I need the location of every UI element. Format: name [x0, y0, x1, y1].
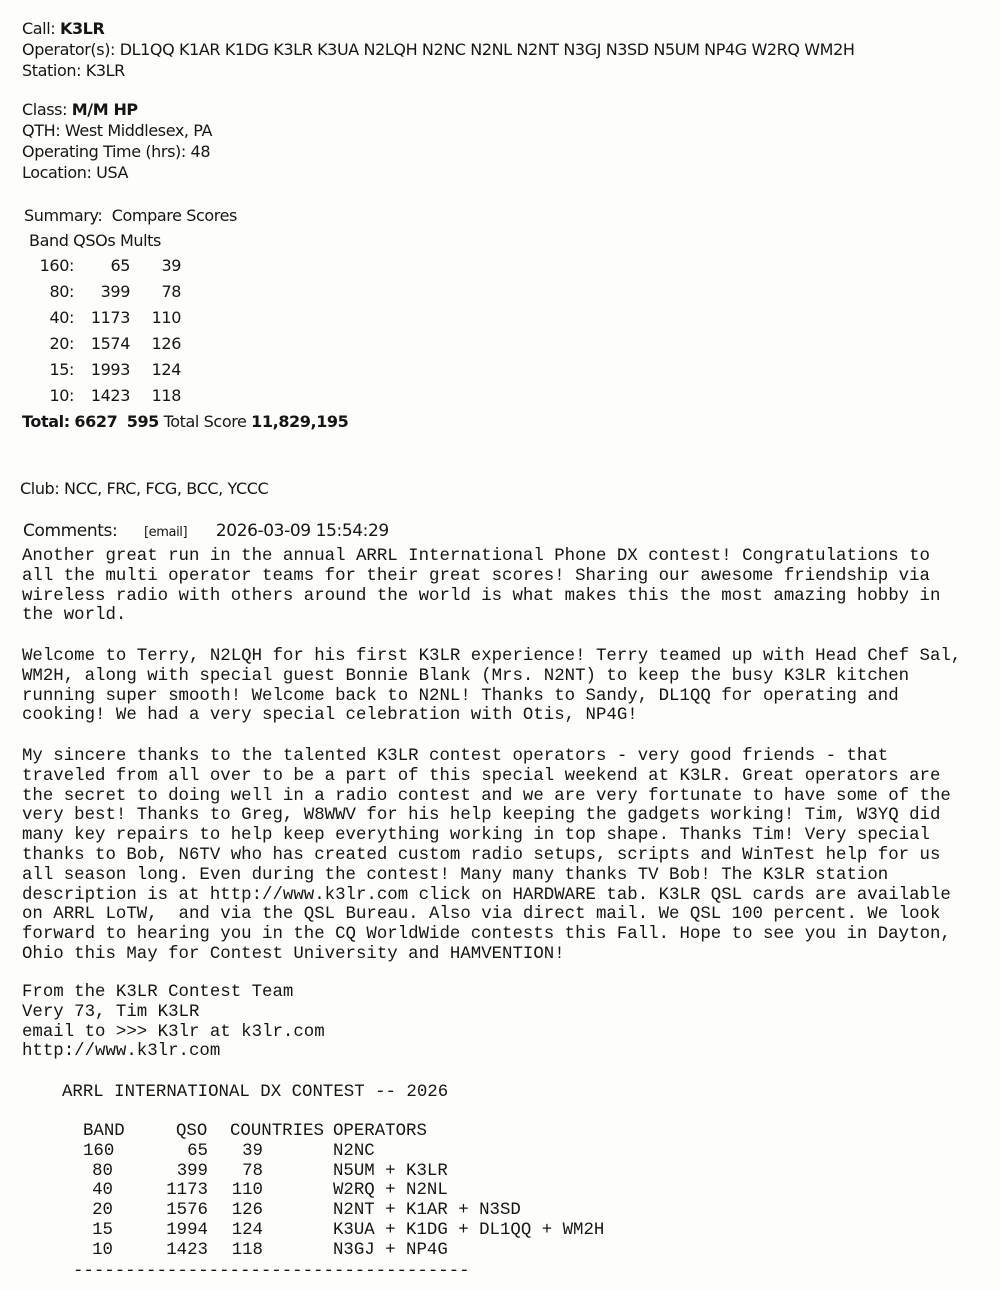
summary-row — [24, 331, 348, 357]
cell-operators: N3GJ + NP4G — [333, 1240, 448, 1260]
cell-operators: N2NT + K1AR + N3SD — [333, 1201, 521, 1221]
contest-table-rows — [83, 1142, 683, 1261]
cell-operators: K3UA + K1DG + DL1QQ + WM2H — [333, 1220, 605, 1240]
compare-scores-link[interactable]: Compare Scores — [111, 206, 237, 225]
cell-operators: N2NC — [333, 1141, 375, 1161]
summary-qsos: 65 — [110, 256, 130, 275]
summary-band: 10: — [49, 386, 74, 405]
cell-countries: 124 — [231, 1220, 263, 1240]
comments-heading: Comments: [email] 2026-03-09 15:54:29 — [23, 521, 389, 541]
station-info — [22, 18, 854, 81]
summary-row — [24, 305, 348, 331]
class-info — [22, 99, 212, 183]
cell-qso: 1173 — [166, 1181, 208, 1201]
table-row — [83, 1201, 683, 1221]
cell-qso: 1576 — [166, 1201, 208, 1221]
summary-qsos: 1993 — [90, 360, 130, 379]
time-line: Operating Time (hrs): 48 — [22, 142, 211, 161]
cell-band: 20 — [92, 1201, 113, 1221]
cell-qso: 1994 — [166, 1220, 208, 1240]
email-link[interactable]: [email] — [143, 525, 188, 540]
operators-line: Operator(s): DL1QQ K1AR K1DG K3LR K3UA N2LQH N2NC N2NL N2NT N3GJ N3SD N5UM NP4G W2RQ WM2H — [22, 40, 855, 59]
table-row — [83, 1221, 683, 1241]
summary-section — [24, 205, 348, 435]
summary-band: 20: — [49, 334, 74, 353]
operators-value: DL1QQ K1AR K1DG K3LR K3UA N2LQH N2NC N2NL N2NT N3GJ N3SD N5UM NP4G W2RQ WM2H — [119, 40, 855, 59]
summary-qsos: 1423 — [90, 386, 130, 405]
summary-heading: Summary: Compare Scores — [24, 206, 237, 225]
contest-table-title: ARRL INTERNATIONAL DX CONTEST -- 2026 — [62, 1083, 449, 1102]
summary-total: Total: 6627 595 Total Score 11,829,195 — [22, 412, 349, 431]
cell-countries: 110 — [231, 1181, 263, 1201]
summary-band: 160: — [39, 256, 74, 275]
table-row — [83, 1181, 683, 1201]
cell-operators: N5UM + K3LR — [333, 1161, 448, 1181]
summary-mults: 39 — [161, 256, 181, 275]
call-line: Call: K3LR — [22, 19, 105, 38]
summary-mults: 126 — [151, 334, 181, 353]
contest-table-header: BAND QSO COUNTRIES OPERATORS — [83, 1122, 427, 1141]
station-line: Station: K3LR — [22, 61, 125, 80]
cell-band: 15 — [92, 1220, 113, 1240]
summary-row — [24, 279, 348, 305]
qth-line: QTH: West Middlesex, PA — [22, 121, 213, 140]
cell-countries: 39 — [242, 1141, 263, 1161]
summary-band: 40: — [49, 308, 74, 327]
comment-paragraph-3: My sincere thanks to the talented K3LR contest operators - very good friends - that traveled from all over to be a part of this special weekend at K3LR. Great operators are the secret to doing well in a radio contest and we are very fortunate to have some of the very best! Thanks to Greg, W8WWV for his help keeping the gadgets working! Tim, W3YQ did many key repairs to help keep everything working in top shape. Thanks Tim! Very special thanks to Bob, N6TV who has created custom radio setups, scripts and WinTest help for us all season long. Even during the contest! Many many thanks TV Bob! The K3LR station description is at http://www.k3lr.com click on HARDWARE tab. K3LR QSL cards are available on ARRL LoTW, and via the QSL Bureau. Also via direct mail. We QSL 100 percent. We look forward to hearing you in the CQ WorldWide contests this Fall. Hope to see you in Dayton, Ohio this May for Contest University and HAMVENTION! — [22, 747, 951, 964]
summary-row — [24, 383, 348, 409]
cell-operators: W2RQ + N2NL — [333, 1181, 448, 1201]
cell-qso: 65 — [187, 1141, 208, 1161]
table-row — [83, 1162, 683, 1182]
summary-band: 80: — [49, 282, 74, 301]
cell-qso: 399 — [176, 1161, 208, 1181]
summary-mults: 110 — [151, 308, 181, 327]
location-line: Location: USA — [22, 163, 129, 182]
comment-paragraph-1: Another great run in the annual ARRL International Phone DX contest! Congratulations to all the multi operator teams for their great scores! Sharing our awesome friendship via wireless radio with others around the world is what makes this the most amazing hobby in the world. — [22, 547, 941, 626]
summary-qsos: 1173 — [90, 308, 130, 327]
summary-row — [24, 253, 348, 279]
contest-table — [83, 1122, 683, 1261]
summary-header: Band QSOs Mults — [29, 231, 161, 250]
summary-band: 15: — [49, 360, 74, 379]
dashed-rule: -------------------------------------- — [73, 1262, 470, 1281]
call-value: K3LR — [59, 19, 105, 38]
cell-qso: 1423 — [166, 1240, 208, 1260]
summary-mults: 118 — [151, 386, 181, 405]
comment-timestamp: 2026-03-09 15:54:29 — [215, 521, 389, 541]
cell-band: 10 — [92, 1240, 113, 1260]
cell-band: 160 — [83, 1141, 115, 1161]
total-score: 11,829,195 — [251, 412, 349, 431]
comment-paragraph-2: Welcome to Terry, N2LQH for his first K3LR experience! Terry teamed up with Head Chef Sal, WM2H, along with special guest Bonnie Blank (Mrs. N2NT) to keep the busy K3LR kitchen running super smooth! Welcome back to N2NL! Thanks to Sandy, DL1QQ for operating and cooking! We had a very special celebration with Otis, NP4G! — [22, 647, 962, 726]
cell-band: 80 — [92, 1161, 113, 1181]
table-row — [83, 1142, 683, 1162]
summary-mults: 124 — [151, 360, 181, 379]
summary-qsos: 1574 — [90, 334, 130, 353]
summary-rows — [24, 253, 348, 409]
summary-mults: 78 — [161, 282, 181, 301]
cell-countries: 118 — [231, 1240, 263, 1260]
cell-countries: 78 — [242, 1161, 263, 1181]
summary-row — [24, 357, 348, 383]
club-line: Club: NCC, FRC, FCG, BCC, YCCC — [20, 479, 269, 498]
cell-band: 40 — [92, 1181, 113, 1201]
summary-qsos: 399 — [100, 282, 130, 301]
class-line: Class: M/M HP — [22, 100, 138, 119]
comment-signature: From the K3LR Contest Team Very 73, Tim K3LR email to >>> K3lr at k3lr.com http://www.k3lr.com — [22, 983, 325, 1062]
cell-countries: 126 — [231, 1201, 263, 1221]
table-row — [83, 1241, 683, 1261]
